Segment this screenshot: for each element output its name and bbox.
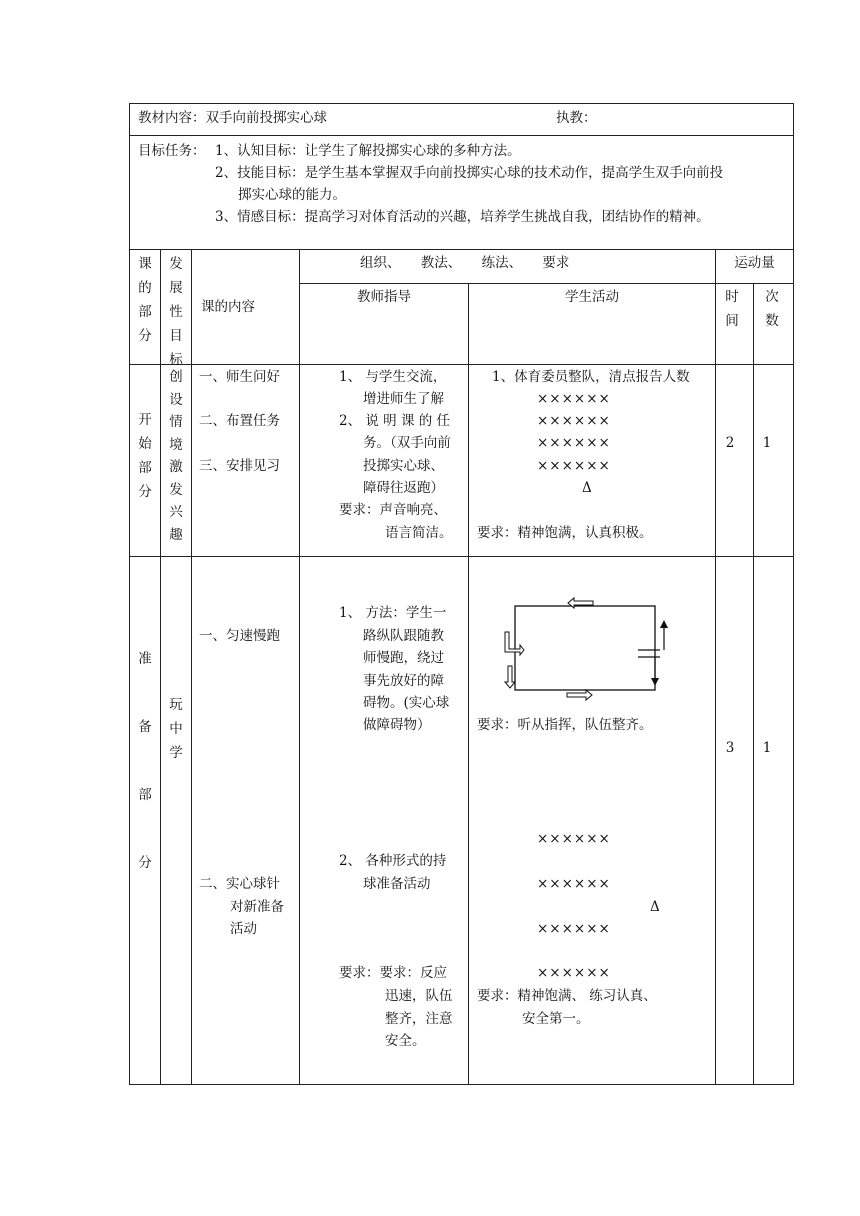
header-content: 课的内容 (201, 299, 255, 315)
row1-section: 开 始 部 分 (138, 412, 152, 500)
row1-teacher-6: 障碍往返跑） (363, 480, 444, 496)
row2-section: 准 备 部 分 (138, 651, 152, 871)
objectives-label: 目标任务： (138, 143, 206, 159)
header-student-activity: 学生活动 (565, 289, 619, 305)
row1-teacher-3: 2、 说 明 课 的 任 (339, 413, 451, 429)
objective-affective: 3、情感目标：提高学习对体育活动的兴趣，培养学生挑战自我，团结协作的精神。 (215, 209, 710, 225)
row2-content-1: 一、匀速慢跑 (199, 628, 280, 644)
row2-content-2a: 二、实心球针 (199, 876, 280, 892)
row1-teacher-4: 务。（双手向前 (363, 435, 451, 451)
row2-student-req-2a: 要求：精神饱满、 练习认真、 (477, 988, 657, 1004)
row2-goal: 玩 中 学 (169, 697, 183, 761)
row2-teacher-8: 球准备活动 (363, 876, 431, 892)
row1-teacher-mark: Δ (582, 480, 592, 496)
row2-teacher-5: 碍物。(实心球 (363, 695, 450, 711)
row1-time: 2 (725, 435, 735, 451)
row2-teacher-7: 2、 各种形式的持 (339, 853, 447, 869)
objective-skill: 2、技能目标：是学生基本掌握双手向前投掷实心球的技术动作，提高学生双手向前投 (215, 165, 724, 181)
header-time: 时 间 (725, 289, 739, 329)
row2-count: 1 (762, 740, 772, 756)
row2-formation-2: ×××××× (537, 876, 611, 892)
row1-teacher-req-2: 语言简洁。 (385, 525, 453, 541)
row2-teacher-req-1: 要求：要求：反应 (339, 965, 447, 981)
row1-formation-3: ×××××× (537, 435, 611, 451)
row2-teacher-req-2: 迅速，队伍 (385, 988, 453, 1004)
header-exercise-load: 运动量 (734, 255, 775, 271)
arrow-down-icon (651, 657, 659, 686)
row1-formation-2: ×××××× (537, 413, 611, 429)
objective-skill-cont: 掷实心球的能力。 (238, 187, 346, 203)
row2-teacher-req-3: 整齐，注意 (385, 1011, 453, 1027)
row1-formation-1: ×××××× (537, 391, 611, 407)
row2-teacher-2: 路纵队跟随教 (363, 628, 444, 644)
row2-teacher-4: 事先放好的障 (363, 673, 444, 689)
row2-content-2b: 对新准备 (230, 899, 284, 915)
running-route-diagram (500, 594, 680, 704)
objective-cognitive: 1、认知目标：让学生了解投掷实心球的多种方法。 (215, 143, 521, 159)
row2-teacher-6: 做障碍物） (363, 717, 431, 733)
row1-teacher-req: 要求：声音响亮、 (339, 502, 447, 518)
row2-time: 3 (725, 740, 735, 756)
header-org-methods: 组织、 教法、 练法、 要求 (360, 255, 570, 271)
row1-content-1: 一、师生问好 (199, 369, 280, 385)
row1-content-3: 三、安排见习 (199, 458, 280, 474)
row1-teacher-2: 增进师生了解 (363, 391, 444, 407)
row1-formation-4: ×××××× (537, 458, 611, 474)
row2-teacher-mark: Δ (650, 899, 660, 915)
row1-goal: 创 设 情 境 激 发 兴 趣 (169, 369, 183, 543)
row1-count: 1 (762, 435, 772, 451)
row2-student-req-2b: 安全第一。 (522, 1011, 590, 1027)
row2-formation-3: ×××××× (537, 921, 611, 937)
row2-teacher-3: 师慢跑，绕过 (363, 650, 444, 666)
row2-content-2c: 活动 (230, 921, 257, 937)
row2-student-req-1: 要求：听从指挥，队伍整齐。 (477, 717, 653, 733)
row2-formation-1: ×××××× (537, 831, 611, 847)
arrow-up-icon (660, 620, 668, 650)
header-section: 课 的 部 分 (138, 256, 152, 344)
header-teacher-guide: 教师指导 (357, 289, 411, 305)
arrow-right-icon (567, 690, 592, 700)
row1-teacher-1: 1、 与学生交流， (339, 369, 447, 385)
header-count: 次 数 (765, 289, 779, 329)
row2-formation-4: ×××××× (537, 965, 611, 981)
header-goal: 发 展 性 目 标 (169, 256, 183, 368)
row1-content-2: 二、布置任务 (199, 413, 280, 429)
row1-student-line1: 1、体育委员整队，清点报告人数 (492, 369, 690, 385)
content-label: 教材内容：双手向前投掷实心球 (138, 110, 327, 126)
teacher-label: 执教： (556, 110, 597, 126)
row1-teacher-5: 投掷实心球、 (363, 458, 444, 474)
row2-teacher-req-4: 安全。 (385, 1033, 426, 1049)
row1-student-req: 要求：精神饱满，认真积极。 (477, 525, 653, 541)
row2-teacher-1: 1、 方法：学生一 (339, 605, 447, 621)
